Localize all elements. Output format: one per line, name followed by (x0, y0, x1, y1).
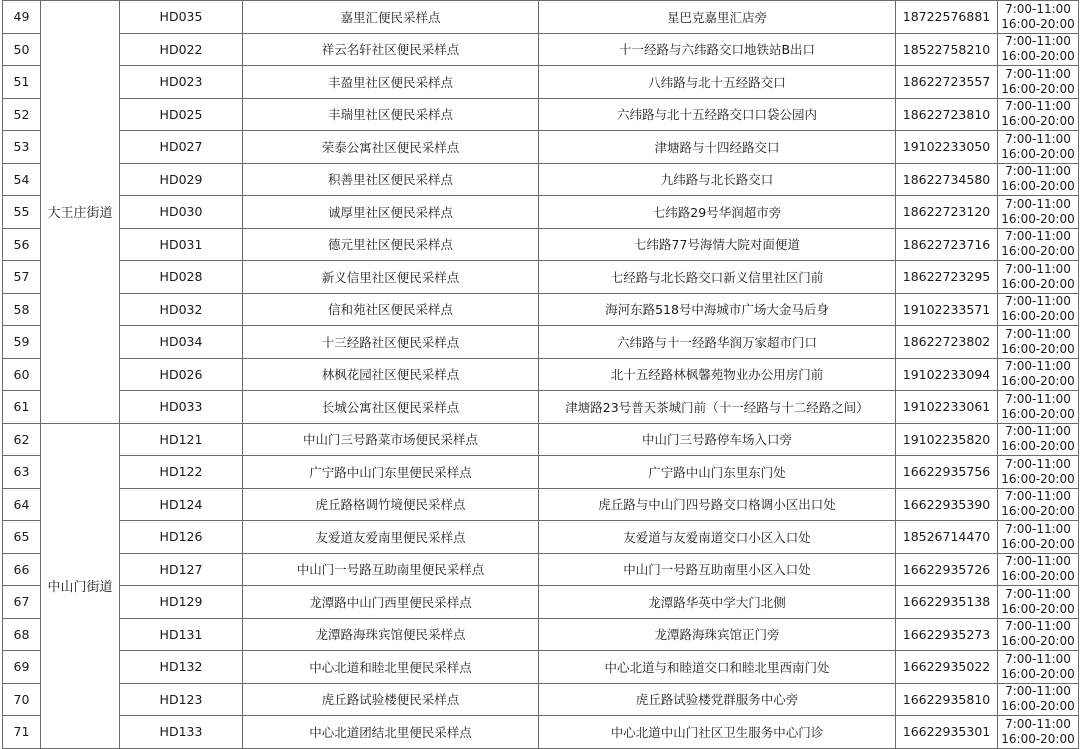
morning-hours: 7:00-11:00 (1005, 1, 1071, 16)
evening-hours: 16:00-20:00 (1001, 114, 1075, 129)
site-code: HD131 (120, 618, 243, 651)
site-address: 津塘路与十四经路交口 (539, 131, 896, 164)
site-name: 丰盈里社区便民采样点 (243, 66, 539, 99)
site-address: 七纬路29号华润超市旁 (539, 196, 896, 229)
evening-hours: 16:00-20:00 (1001, 406, 1075, 421)
evening-hours: 16:00-20:00 (1001, 504, 1075, 519)
contact-phone: 18622723295 (896, 261, 998, 294)
site-code: HD032 (120, 293, 243, 326)
row-number: 50 (3, 33, 41, 66)
row-number: 58 (3, 293, 41, 326)
service-hours (998, 391, 1079, 424)
evening-hours: 16:00-20:00 (1001, 374, 1075, 389)
contact-phone: 19102235820 (896, 423, 998, 456)
site-code: HD023 (120, 66, 243, 99)
site-address: 六纬路与北十五经路交口口袋公园内 (539, 98, 896, 131)
contact-phone: 18526714470 (896, 521, 998, 554)
site-address: 虎丘路与中山门四号路交口格调小区出口处 (539, 488, 896, 521)
service-hours (998, 521, 1079, 554)
table-row (3, 391, 1079, 424)
morning-hours: 7:00-11:00 (1005, 684, 1071, 699)
evening-hours: 16:00-20:00 (1001, 49, 1075, 64)
contact-phone: 18722576881 (896, 1, 998, 34)
row-number: 70 (3, 683, 41, 716)
site-name: 诚厚里社区便民采样点 (243, 196, 539, 229)
service-hours (998, 228, 1079, 261)
evening-hours: 16:00-20:00 (1001, 634, 1075, 649)
site-name: 积善里社区便民采样点 (243, 163, 539, 196)
evening-hours: 16:00-20:00 (1001, 666, 1075, 681)
morning-hours: 7:00-11:00 (1005, 164, 1071, 179)
evening-hours: 16:00-20:00 (1001, 16, 1075, 31)
row-number: 57 (3, 261, 41, 294)
morning-hours: 7:00-11:00 (1005, 359, 1071, 374)
service-hours (998, 488, 1079, 521)
site-address: 星巴克嘉里汇店旁 (539, 1, 896, 34)
row-number: 59 (3, 326, 41, 359)
site-name: 德元里社区便民采样点 (243, 228, 539, 261)
site-code: HD133 (120, 716, 243, 749)
site-address: 广宁路中山门东里东门处 (539, 456, 896, 489)
evening-hours: 16:00-20:00 (1001, 439, 1075, 454)
site-name: 林枫花园社区便民采样点 (243, 358, 539, 391)
contact-phone: 18622723557 (896, 66, 998, 99)
row-number: 69 (3, 651, 41, 684)
service-hours (998, 716, 1079, 749)
table-row (3, 196, 1079, 229)
site-address: 友爱道与友爱南道交口小区入口处 (539, 521, 896, 554)
morning-hours: 7:00-11:00 (1005, 554, 1071, 569)
table-row (3, 163, 1079, 196)
contact-phone: 16622935138 (896, 586, 998, 619)
morning-hours: 7:00-11:00 (1005, 716, 1071, 731)
site-address: 海河东路518号中海城市广场大金马后身 (539, 293, 896, 326)
row-number: 52 (3, 98, 41, 131)
contact-phone: 16622935810 (896, 683, 998, 716)
row-number: 68 (3, 618, 41, 651)
site-name: 祥云名轩社区便民采样点 (243, 33, 539, 66)
morning-hours: 7:00-11:00 (1005, 261, 1071, 276)
evening-hours: 16:00-20:00 (1001, 569, 1075, 584)
site-name: 荣泰公寓社区便民采样点 (243, 131, 539, 164)
site-address: 八纬路与北十五经路交口 (539, 66, 896, 99)
evening-hours: 16:00-20:00 (1001, 601, 1075, 616)
table-row (3, 716, 1079, 749)
row-number: 51 (3, 66, 41, 99)
table-row (3, 553, 1079, 586)
site-code: HD035 (120, 1, 243, 34)
row-number: 65 (3, 521, 41, 554)
row-number: 56 (3, 228, 41, 261)
site-name: 信和苑社区便民采样点 (243, 293, 539, 326)
table-body (3, 1, 1079, 749)
row-number: 53 (3, 131, 41, 164)
table-row (3, 98, 1079, 131)
site-code: HD027 (120, 131, 243, 164)
site-name: 丰瑞里社区便民采样点 (243, 98, 539, 131)
evening-hours: 16:00-20:00 (1001, 179, 1075, 194)
table-row (3, 1, 1079, 34)
site-address: 龙潭路华英中学大门北侧 (539, 586, 896, 619)
site-address: 中心北道与和睦道交口和睦北里西南门处 (539, 651, 896, 684)
site-name: 龙潭路海珠宾馆便民采样点 (243, 618, 539, 651)
site-code: HD029 (120, 163, 243, 196)
site-address: 七纬路77号海情大院对面便道 (539, 228, 896, 261)
site-code: HD132 (120, 651, 243, 684)
service-hours (998, 131, 1079, 164)
service-hours (998, 618, 1079, 651)
table-row (3, 358, 1079, 391)
evening-hours: 16:00-20:00 (1001, 146, 1075, 161)
evening-hours: 16:00-20:00 (1001, 309, 1075, 324)
site-code: HD026 (120, 358, 243, 391)
contact-phone: 16622935022 (896, 651, 998, 684)
district-cell: 中山门街道 (41, 423, 120, 748)
table-row (3, 586, 1079, 619)
service-hours (998, 163, 1079, 196)
site-code: HD122 (120, 456, 243, 489)
site-code: HD031 (120, 228, 243, 261)
table-row (3, 326, 1079, 359)
site-code: HD028 (120, 261, 243, 294)
table-row (3, 293, 1079, 326)
service-hours (998, 196, 1079, 229)
morning-hours: 7:00-11:00 (1005, 456, 1071, 471)
evening-hours: 16:00-20:00 (1001, 211, 1075, 226)
table-row (3, 423, 1079, 456)
contact-phone: 18622723810 (896, 98, 998, 131)
contact-phone: 19102233061 (896, 391, 998, 424)
contact-phone: 16622935273 (896, 618, 998, 651)
morning-hours: 7:00-11:00 (1005, 424, 1071, 439)
morning-hours: 7:00-11:00 (1005, 99, 1071, 114)
site-name: 虎丘路试验楼便民采样点 (243, 683, 539, 716)
row-number: 71 (3, 716, 41, 749)
site-name: 虎丘路格调竹境便民采样点 (243, 488, 539, 521)
site-code: HD025 (120, 98, 243, 131)
morning-hours: 7:00-11:00 (1005, 619, 1071, 634)
evening-hours: 16:00-20:00 (1001, 471, 1075, 486)
evening-hours: 16:00-20:00 (1001, 276, 1075, 291)
site-code: HD034 (120, 326, 243, 359)
site-name: 龙潭路中山门西里便民采样点 (243, 586, 539, 619)
service-hours (998, 683, 1079, 716)
row-number: 66 (3, 553, 41, 586)
site-address: 龙潭路海珠宾馆正门旁 (539, 618, 896, 651)
contact-phone: 16622935756 (896, 456, 998, 489)
site-code: HD123 (120, 683, 243, 716)
table-row (3, 131, 1079, 164)
site-code: HD030 (120, 196, 243, 229)
row-number: 64 (3, 488, 41, 521)
service-hours (998, 358, 1079, 391)
site-code: HD033 (120, 391, 243, 424)
morning-hours: 7:00-11:00 (1005, 586, 1071, 601)
table-row (3, 261, 1079, 294)
service-hours (998, 261, 1079, 294)
table-row (3, 488, 1079, 521)
service-hours (998, 98, 1079, 131)
morning-hours: 7:00-11:00 (1005, 196, 1071, 211)
morning-hours: 7:00-11:00 (1005, 326, 1071, 341)
site-code: HD126 (120, 521, 243, 554)
site-address: 中山门三号路停车场入口旁 (539, 423, 896, 456)
site-code: HD121 (120, 423, 243, 456)
site-address: 六纬路与十一经路华润万家超市门口 (539, 326, 896, 359)
site-name: 新义信里社区便民采样点 (243, 261, 539, 294)
table-row (3, 456, 1079, 489)
site-name: 中山门三号路菜市场便民采样点 (243, 423, 539, 456)
site-address: 十一经路与六纬路交口地铁站B出口 (539, 33, 896, 66)
district-cell: 大王庄街道 (41, 1, 120, 424)
morning-hours: 7:00-11:00 (1005, 489, 1071, 504)
row-number: 61 (3, 391, 41, 424)
row-number: 60 (3, 358, 41, 391)
table-row (3, 651, 1079, 684)
morning-hours: 7:00-11:00 (1005, 651, 1071, 666)
morning-hours: 7:00-11:00 (1005, 521, 1071, 536)
row-number: 55 (3, 196, 41, 229)
service-hours (998, 553, 1079, 586)
morning-hours: 7:00-11:00 (1005, 391, 1071, 406)
service-hours (998, 66, 1079, 99)
row-number: 63 (3, 456, 41, 489)
site-address: 中山门一号路互助南里小区入口处 (539, 553, 896, 586)
evening-hours: 16:00-20:00 (1001, 244, 1075, 259)
contact-phone: 16622935726 (896, 553, 998, 586)
site-code: HD129 (120, 586, 243, 619)
contact-phone: 18622723802 (896, 326, 998, 359)
site-name: 嘉里汇便民采样点 (243, 1, 539, 34)
morning-hours: 7:00-11:00 (1005, 131, 1071, 146)
site-name: 十三经路社区便民采样点 (243, 326, 539, 359)
table-row (3, 618, 1079, 651)
site-code: HD022 (120, 33, 243, 66)
table-row (3, 228, 1079, 261)
service-hours (998, 33, 1079, 66)
morning-hours: 7:00-11:00 (1005, 229, 1071, 244)
service-hours (998, 293, 1079, 326)
morning-hours: 7:00-11:00 (1005, 34, 1071, 49)
contact-phone: 19102233050 (896, 131, 998, 164)
site-name: 长城公寓社区便民采样点 (243, 391, 539, 424)
evening-hours: 16:00-20:00 (1001, 536, 1075, 551)
contact-phone: 18522758210 (896, 33, 998, 66)
site-address: 九纬路与北长路交口 (539, 163, 896, 196)
row-number: 62 (3, 423, 41, 456)
site-name: 友爱道友爱南里便民采样点 (243, 521, 539, 554)
contact-phone: 16622935390 (896, 488, 998, 521)
site-address: 津塘路23号普天茶城门前（十一经路与十二经路之间） (539, 391, 896, 424)
service-hours (998, 456, 1079, 489)
site-name: 中山门一号路互助南里便民采样点 (243, 553, 539, 586)
row-number: 67 (3, 586, 41, 619)
contact-phone: 19102233094 (896, 358, 998, 391)
contact-phone: 16622935301 (896, 716, 998, 749)
row-number: 54 (3, 163, 41, 196)
site-address: 中心北道中山门社区卫生服务中心门诊 (539, 716, 896, 749)
table-row (3, 683, 1079, 716)
service-hours (998, 326, 1079, 359)
site-name: 中心北道和睦北里便民采样点 (243, 651, 539, 684)
service-hours (998, 1, 1079, 34)
service-hours (998, 586, 1079, 619)
morning-hours: 7:00-11:00 (1005, 66, 1071, 81)
contact-phone: 18622723120 (896, 196, 998, 229)
table-row (3, 33, 1079, 66)
evening-hours: 16:00-20:00 (1001, 731, 1075, 746)
evening-hours: 16:00-20:00 (1001, 699, 1075, 714)
site-name: 广宁路中山门东里便民采样点 (243, 456, 539, 489)
site-address: 七经路与北长路交口新义信里社区门前 (539, 261, 896, 294)
site-name: 中心北道团结北里便民采样点 (243, 716, 539, 749)
site-address: 虎丘路试验楼党群服务中心旁 (539, 683, 896, 716)
service-hours (998, 651, 1079, 684)
table-row (3, 66, 1079, 99)
site-code: HD127 (120, 553, 243, 586)
row-number: 49 (3, 1, 41, 34)
site-code: HD124 (120, 488, 243, 521)
site-address: 北十五经路林枫馨苑物业办公用房门前 (539, 358, 896, 391)
contact-phone: 18622734580 (896, 163, 998, 196)
contact-phone: 18622723716 (896, 228, 998, 261)
contact-phone: 19102233571 (896, 293, 998, 326)
morning-hours: 7:00-11:00 (1005, 294, 1071, 309)
table-row (3, 521, 1079, 554)
evening-hours: 16:00-20:00 (1001, 81, 1075, 96)
evening-hours: 16:00-20:00 (1001, 341, 1075, 356)
sampling-sites-table (2, 0, 1079, 749)
service-hours (998, 423, 1079, 456)
